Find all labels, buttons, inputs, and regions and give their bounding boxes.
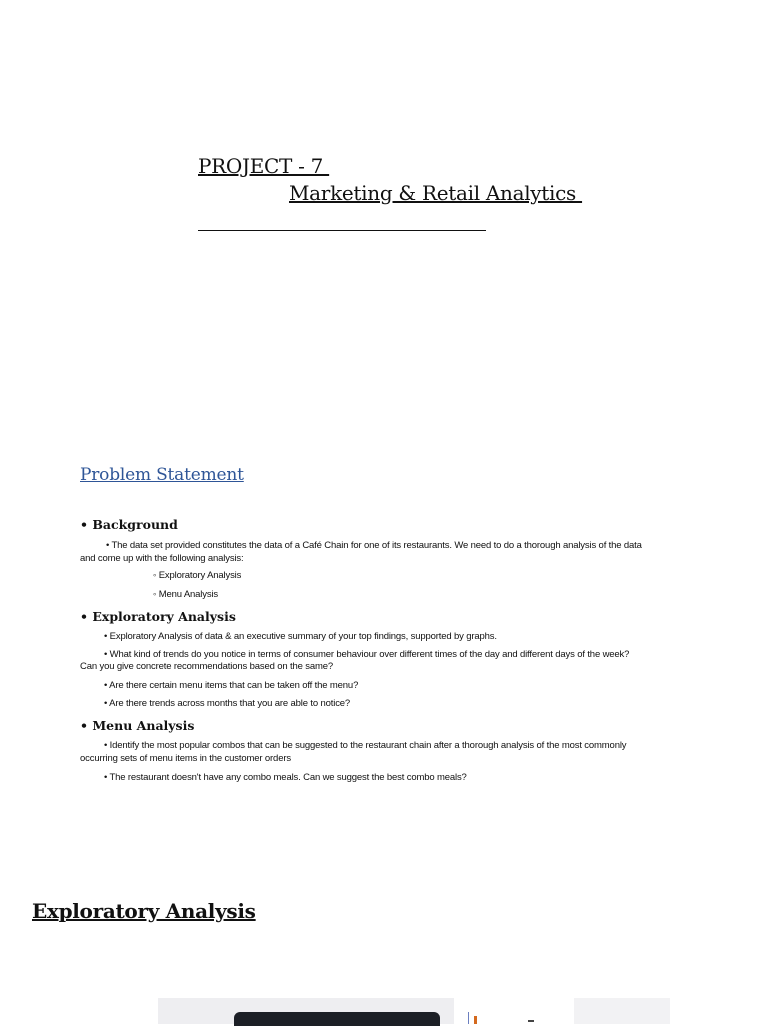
exploratory-analysis-section-heading: Exploratory Analysis [32,899,256,923]
menu-item: • Identify the most popular combos that can be suggested to the restaurant chain after a thorough analysis of the most commonly [104,740,627,751]
embedded-image [574,998,670,1024]
exploratory-analysis-heading: • Exploratory Analysis [80,609,236,624]
menu-item-continued: occurring sets of menu items in the customer orders [80,753,291,764]
chart-axis-fragment [468,1012,472,1024]
problem-statement-heading: Problem Statement [80,465,244,485]
menu-item: • The restaurant doesn't have any combo meals. Can we suggest the best combo meals? [104,772,467,783]
title-divider [198,230,486,231]
background-heading: • Background [80,517,178,532]
exploratory-item: • What kind of trends do you notice in terms of consumer behaviour over different times of the day and different days of the week? [104,649,630,660]
embedded-screenshot-image [158,998,454,1024]
sub-item-exploratory: ◦ Exploratory Analysis [153,570,242,581]
sub-item-menu: ◦ Menu Analysis [153,589,219,600]
background-text-line1: • The data set provided constitutes the data of a Café Chain for one of its restaurants. We need to do a thorough analysis of the data [106,540,642,551]
chart-mark-fragment [528,1020,534,1022]
exploratory-item: • Exploratory Analysis of data & an executive summary of your top findings, supported by graphs. [104,631,497,642]
exploratory-item: • Are there trends across months that you are able to notice? [104,698,351,709]
background-text-line2: and come up with the following analysis: [80,552,244,564]
background-paragraph [80,540,680,565]
exploratory-item-continued: Can you give concrete recommendations based on the same? [80,661,334,672]
embedded-images-strip [158,998,670,1024]
chart-bar-fragment [474,1016,477,1024]
project-number-title: PROJECT - 7 [198,154,330,178]
menu-analysis-heading: • Menu Analysis [80,718,195,733]
project-subject-title: Marketing & Retail Analytics [289,181,583,205]
embedded-chart-image [458,998,570,1024]
exploratory-item: • Are there certain menu items that can be taken off the menu? [104,680,359,691]
